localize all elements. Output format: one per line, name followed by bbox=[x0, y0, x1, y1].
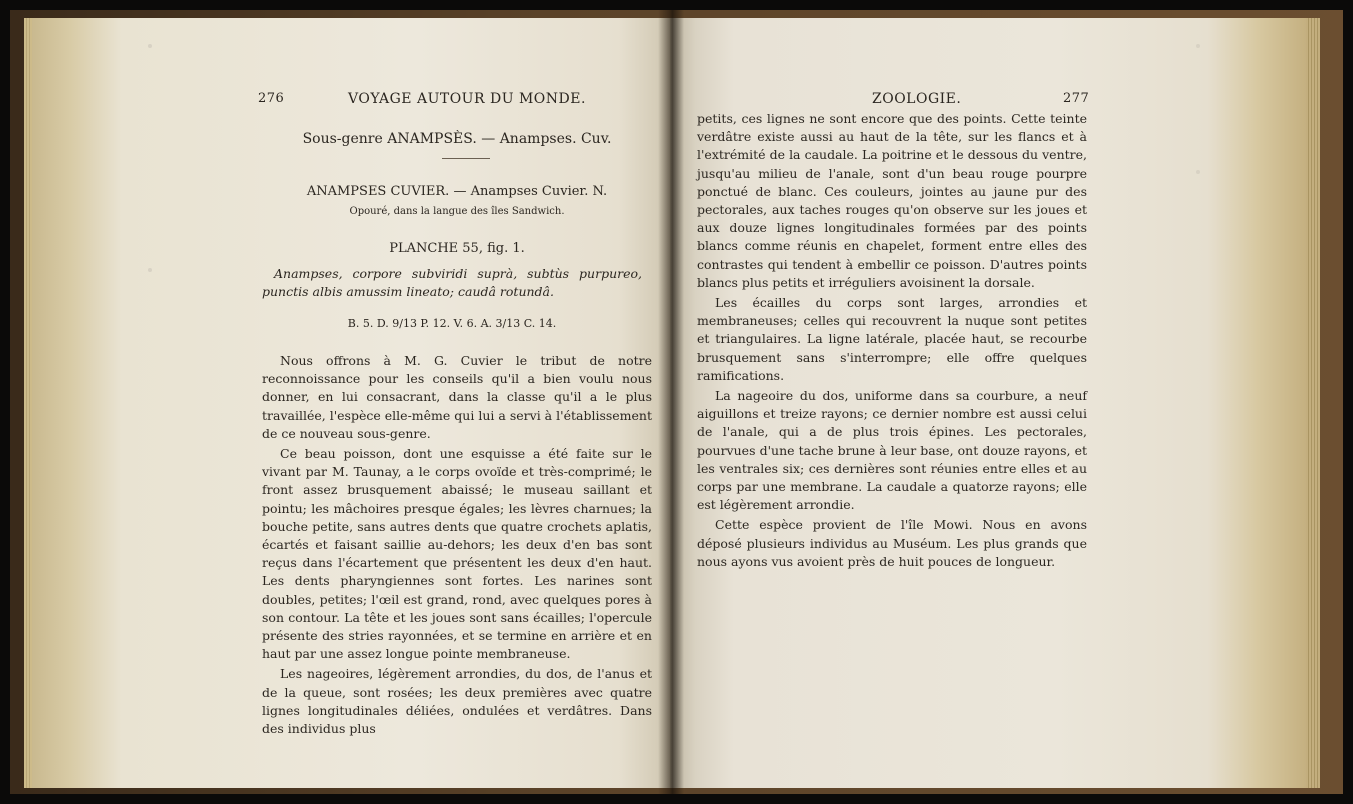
spine-dot bbox=[1196, 44, 1200, 48]
species-heading: ANAMPSES CUVIER. — Anampses Cuvier. N. bbox=[306, 184, 608, 199]
latin-description: Anampses, corpore subviridi suprà, subtùs purpureo, punctis albis amussim lineato; caudâ rotundâ. bbox=[262, 266, 642, 299]
left-body-text bbox=[262, 352, 652, 738]
left-running-head: VOYAGE AUTOUR DU MONDE. bbox=[348, 91, 586, 107]
spine-dot bbox=[1196, 170, 1200, 174]
right-page-number: 277 bbox=[1063, 91, 1090, 106]
spine-dot bbox=[148, 44, 152, 48]
fin-formula: B. 5. D. 9/13 P. 12. V. 6. A. 3/13 C. 14. bbox=[347, 317, 557, 330]
paragraph: Ce beau poisson, dont une esquisse a été faite sur le vivant par M. Taunay, a le corps ovoïde et très-comprimé; le front assez brusquement abaissé; le museau saillant et pointu; les mâchoires presque égales; les lèvres charnues; la bouche petite, sans autres dents que quatre crochets aplatis, écartés et faisant saillie au-dehors; les deux d'en bas sont reçus dans l'écartement que présentent les deux d'en haut. Les dents pharyngiennes sont fortes. Les narines sont doubles, petites; l'œil est grand, rond, avec quelques pores à son contour. La tête et les joues sont sans écailles; l'opercule présente des stries rayonnées, et se termine en arrière et en haut par une assez longue pointe membraneuse. bbox=[262, 446, 652, 662]
paragraph: Les écailles du corps sont larges, arrondies et membraneuses; celles qui recouvrent la nuque sont petites et triangulaires. La ligne latérale, placée haut, se recourbe brusquement sans s'interrompre; elle offre quelques ramifications. bbox=[697, 295, 1087, 383]
subgenus-heading: Sous-genre ANAMPSÈS. — Anampses. Cuv. bbox=[302, 131, 612, 147]
heading-rule bbox=[442, 158, 490, 159]
vernacular-name: Opouré, dans la langue des îles Sandwich. bbox=[349, 206, 565, 217]
book-gutter bbox=[658, 10, 684, 794]
plate-reference: PLANCHE 55, fig. 1. bbox=[389, 241, 525, 256]
left-page-number: 276 bbox=[258, 91, 285, 106]
paragraph: Cette espèce provient de l'île Mowi. Nous en avons déposé plusieurs individus au Muséum. Les plus grands que nous ayons vus avoient près de huit pouces de longueur. bbox=[697, 517, 1087, 569]
paragraph: Les nageoires, légèrement arrondies, du dos, de l'anus et de la queue, sont rosées; les deux premières avec quatre lignes longitudinales déliées, ondulées et verdâtres. Dans des individus plus bbox=[262, 666, 652, 737]
right-body-text bbox=[697, 110, 1087, 571]
open-book bbox=[10, 10, 1343, 794]
paragraph: La nageoire du dos, uniforme dans sa courbure, a neuf aiguillons et treize rayons; ce dernier nombre est aussi celui de l'anale, qui a de plus trois épines. Les pectorales, pourvues d'une tache brune à leur base, ont douze rayons, et les ventrales six; ces dernières sont réunies entre elles et au corps par une membrane. La caudale a quatorze rayons; elle est légèrement arrondie. bbox=[697, 388, 1087, 513]
right-page-edges bbox=[1306, 18, 1320, 788]
spine-dot bbox=[148, 268, 152, 272]
paragraph: petits, ces lignes ne sont encore que des points. Cette teinte verdâtre existe aussi au haut de la tête, sur les flancs et à l'extrémité de la caudale. La poitrine et le dessous du ventre, jusqu'au milieu de l'anale, sont d'un beau rouge pourpre ponctué de blanc. Ces couleurs, jointes au jaune pur des pectorales, aux taches rouges qu'on observe sur les joues et aux douze lignes longitudinales formées par des points blancs comme réunis en chapelet, forment entre elles des contrastes qui tendent à embellir ce poisson. D'autres points blancs plus petits et irréguliers avoisinent la dorsale. bbox=[697, 111, 1087, 290]
right-running-head: ZOOLOGIE. bbox=[872, 91, 962, 107]
paragraph: Nous offrons à M. G. Cuvier le tribut de notre reconnoissance pour les conseils qu'il a bien voulu nous donner, en lui consacrant, dans la classe qu'il a le plus travaillée, l'espèce elle-même qui lui a servi à l'établissement de ce nouveau sous-genre. bbox=[262, 353, 652, 441]
